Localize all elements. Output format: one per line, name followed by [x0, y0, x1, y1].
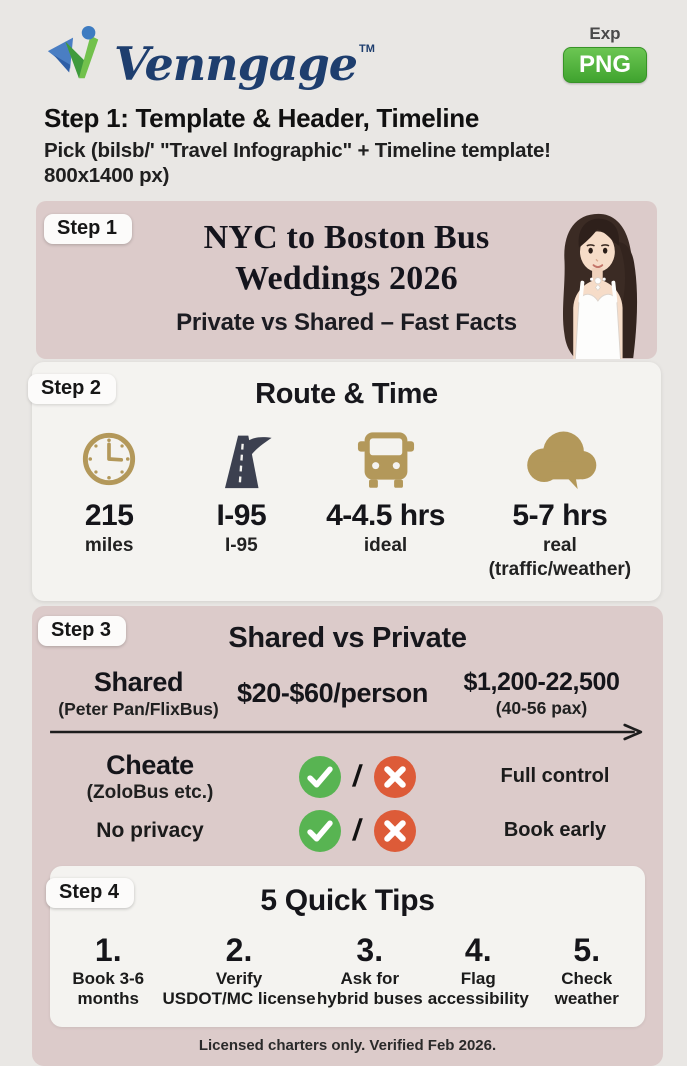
step4-tab: Step 4 — [46, 878, 134, 908]
shared-operators: (Peter Pan/FlixBus) — [58, 698, 219, 719]
tip-number: 5. — [573, 931, 601, 968]
venngage-logo — [44, 22, 375, 93]
tip-3 — [316, 932, 424, 1009]
bus-icon — [304, 427, 466, 491]
page-subtitle-line2: 800x1400 px) — [44, 164, 170, 188]
timeline-arrow — [44, 722, 651, 742]
tip-text: weather — [554, 988, 619, 1008]
charter-label: Cheate — [106, 749, 194, 780]
price-comparison-row — [44, 667, 651, 720]
shared-label: Shared — [93, 666, 184, 697]
charter-operators: (ZoloBus etc.) — [86, 781, 214, 803]
cross-icon — [374, 810, 416, 852]
road-icon — [178, 427, 304, 491]
book-early-label: Book early — [503, 819, 607, 842]
step1-panel — [36, 201, 657, 359]
cloud-icon — [467, 427, 653, 491]
charter-option — [50, 750, 250, 804]
shared-option — [46, 667, 231, 720]
infographic-title-line1: NYC to Boston Bus — [203, 218, 490, 256]
tip-number: 2. — [225, 931, 253, 968]
page-subtitle-line1: Pick (bilsb/' "Travel Infographic" + Timeline template! — [44, 139, 551, 162]
quick-tips-title: 5 Quick Tips — [260, 883, 435, 917]
private-capacity: (40-56 pax) — [495, 697, 588, 718]
quick-tips-list — [54, 932, 641, 1009]
tip-text: hybrid buses — [316, 988, 423, 1008]
cross-icon — [374, 756, 416, 798]
clock-icon — [40, 427, 178, 491]
brand-name: Venngage ™ — [114, 36, 375, 91]
vote-row-2 — [250, 810, 465, 852]
tip-number: 1. — [94, 931, 122, 968]
tip-text: accessibility — [427, 988, 529, 1008]
vote-row-1 — [250, 756, 465, 798]
trademark-symbol: TM — [359, 42, 375, 55]
page-subtitle — [44, 138, 647, 189]
stat-label: miles — [84, 534, 134, 556]
stat-value: 4-4.5 hrs — [326, 498, 445, 532]
full-control-label: Full control — [500, 765, 610, 788]
no-privacy-label: No privacy — [96, 818, 204, 842]
step2-tab: Step 2 — [28, 374, 116, 404]
stat-real-time — [467, 427, 653, 581]
page-title: Step 1: Template & Header, Timeline — [44, 103, 480, 133]
check-icon — [299, 756, 341, 798]
stat-label: I-95 — [224, 534, 258, 556]
footer-note: Licensed charters only. Verified Feb 2026. — [198, 1036, 497, 1054]
png-export-button[interactable]: PNG — [563, 47, 647, 83]
tip-text: months — [77, 988, 139, 1008]
step1-tab: Step 1 — [44, 214, 132, 244]
step3-panel — [32, 606, 663, 1066]
stat-label: real — [542, 534, 577, 556]
route-stats — [40, 427, 653, 581]
shared-vs-private-title: Shared vs Private — [228, 621, 467, 654]
tip-text: USDOT/MC license — [162, 988, 316, 1008]
stat-value: 5-7 hrs — [512, 498, 608, 532]
tip-text: Verify — [215, 968, 263, 988]
step3-tab: Step 3 — [38, 616, 126, 646]
export-control — [563, 24, 647, 83]
tip-number: 4. — [464, 931, 492, 968]
route-time-title: Route & Time — [255, 377, 438, 410]
tip-text: Check — [561, 968, 613, 988]
private-price: $1,200-22,500 — [463, 667, 620, 696]
step2-panel — [32, 362, 661, 601]
stat-sublabel: (traffic/weather) — [488, 558, 632, 580]
tip-number: 3. — [356, 931, 384, 968]
tip-2 — [162, 932, 315, 1009]
stat-ideal-time — [304, 427, 466, 557]
venngage-logo-icon — [44, 22, 106, 93]
header — [0, 0, 687, 189]
check-icon — [299, 810, 341, 852]
tip-4 — [424, 932, 532, 1009]
infographic-title-line2: Weddings 2026 — [235, 260, 458, 298]
private-option — [434, 668, 649, 719]
stat-label: ideal — [363, 534, 408, 556]
comparison-row-2 — [50, 810, 645, 852]
export-label: Exp — [589, 24, 621, 43]
infographic-subtitle: Private vs Shared – Fast Facts — [176, 308, 517, 336]
stat-highway — [178, 427, 304, 557]
stat-distance — [40, 427, 178, 557]
tip-1 — [54, 932, 162, 1009]
slash-separator: / — [351, 813, 365, 847]
tip-text: Flag — [460, 968, 496, 988]
comparison-row-1 — [50, 750, 645, 804]
stat-value: I-95 — [216, 498, 267, 532]
tip-text: Book 3-6 — [72, 968, 145, 988]
tip-5 — [533, 932, 642, 1009]
slash-separator: / — [351, 759, 365, 793]
step4-panel — [50, 866, 645, 1027]
stat-value: 215 — [84, 498, 134, 532]
tip-text: Ask for — [340, 968, 400, 988]
bride-illustration — [550, 211, 647, 359]
shared-price: $20-$60/person — [236, 677, 428, 708]
